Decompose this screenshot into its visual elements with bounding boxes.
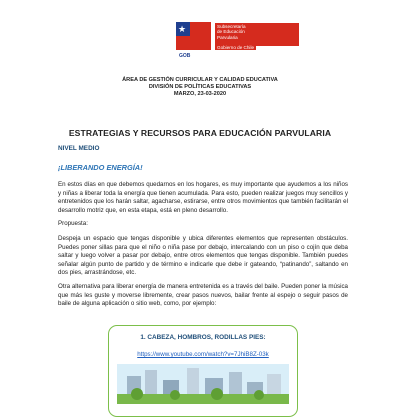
resource-card [108, 325, 298, 417]
proposal-label: Propuesta: [58, 220, 88, 227]
section-subtitle: ¡LIBERANDO ENERGÍA! [58, 163, 143, 172]
logo-entity-name: Subsecretaría de Educación Parvularia [215, 23, 299, 46]
level-label: NIVEL MEDIO [58, 145, 100, 152]
city-illustration [117, 364, 289, 404]
header-division: DIVISIÓN DE POLÍTICAS EDUCATIVAS [148, 84, 252, 90]
resource-link[interactable]: https://www.youtube.com/watch?v=7JhiB8Z-03k [137, 351, 269, 358]
header-date: MARZO, 23-03-2020 [173, 91, 227, 97]
document-title: ESTRATEGIAS Y RECURSOS PARA EDUCACIÓN PARVULARIA [68, 128, 332, 138]
logo-government: Gobierno de Chile [217, 45, 255, 50]
dance-paragraph: Otra alternativa para liberar energía de manera entretenida es a través del baile. Pueden poner la música que más les guste y moverse libremente, crear pasos nuevos, bailar frente al espejo o seguir pasos de baile de alguna aplicación o sitio web, como, por ejemplo: [58, 283, 348, 308]
ministry-logo [176, 22, 296, 66]
header-area: ÁREA DE GESTIÓN CURRICULAR Y CALIDAD EDUCATIVA [122, 77, 278, 83]
star-icon: ★ [178, 24, 187, 34]
document-header [0, 77, 400, 98]
resource-title: 1. CABEZA, HOMBROS, RODILLAS PIES: [140, 334, 266, 341]
proposal-paragraph: Despeja un espacio que tengas disponible y ubica diferentes elementos que representen obstáculos. Puedes poner sillas para que el niño o niña pase por debajo, intercalando con un piso o cojín que deba saltar y luego volver a pasar por debajo, entre otros elementos que tengas disponible. También puedes señalar algún punto de partido y de término e indicarle que debe ir gateando, “patinando”, saltando en dos pies, arrastrándose, etc. [58, 235, 348, 277]
logo-gob-text: GOB [179, 53, 191, 59]
intro-paragraph: En estos días en que debemos quedarnos en los hogares, es muy importante que ayudemos a los niños y niñas a liberar toda la energía que tienen acumulada. Para esto, pueden realizar juegos muy sencillos y entretenidos que los harán saltar, agacharse, estirarse, entre otros movimientos que también facilitarán el desarrollo motriz que, en esta etapa, está en pleno desarrollo. [58, 181, 348, 214]
